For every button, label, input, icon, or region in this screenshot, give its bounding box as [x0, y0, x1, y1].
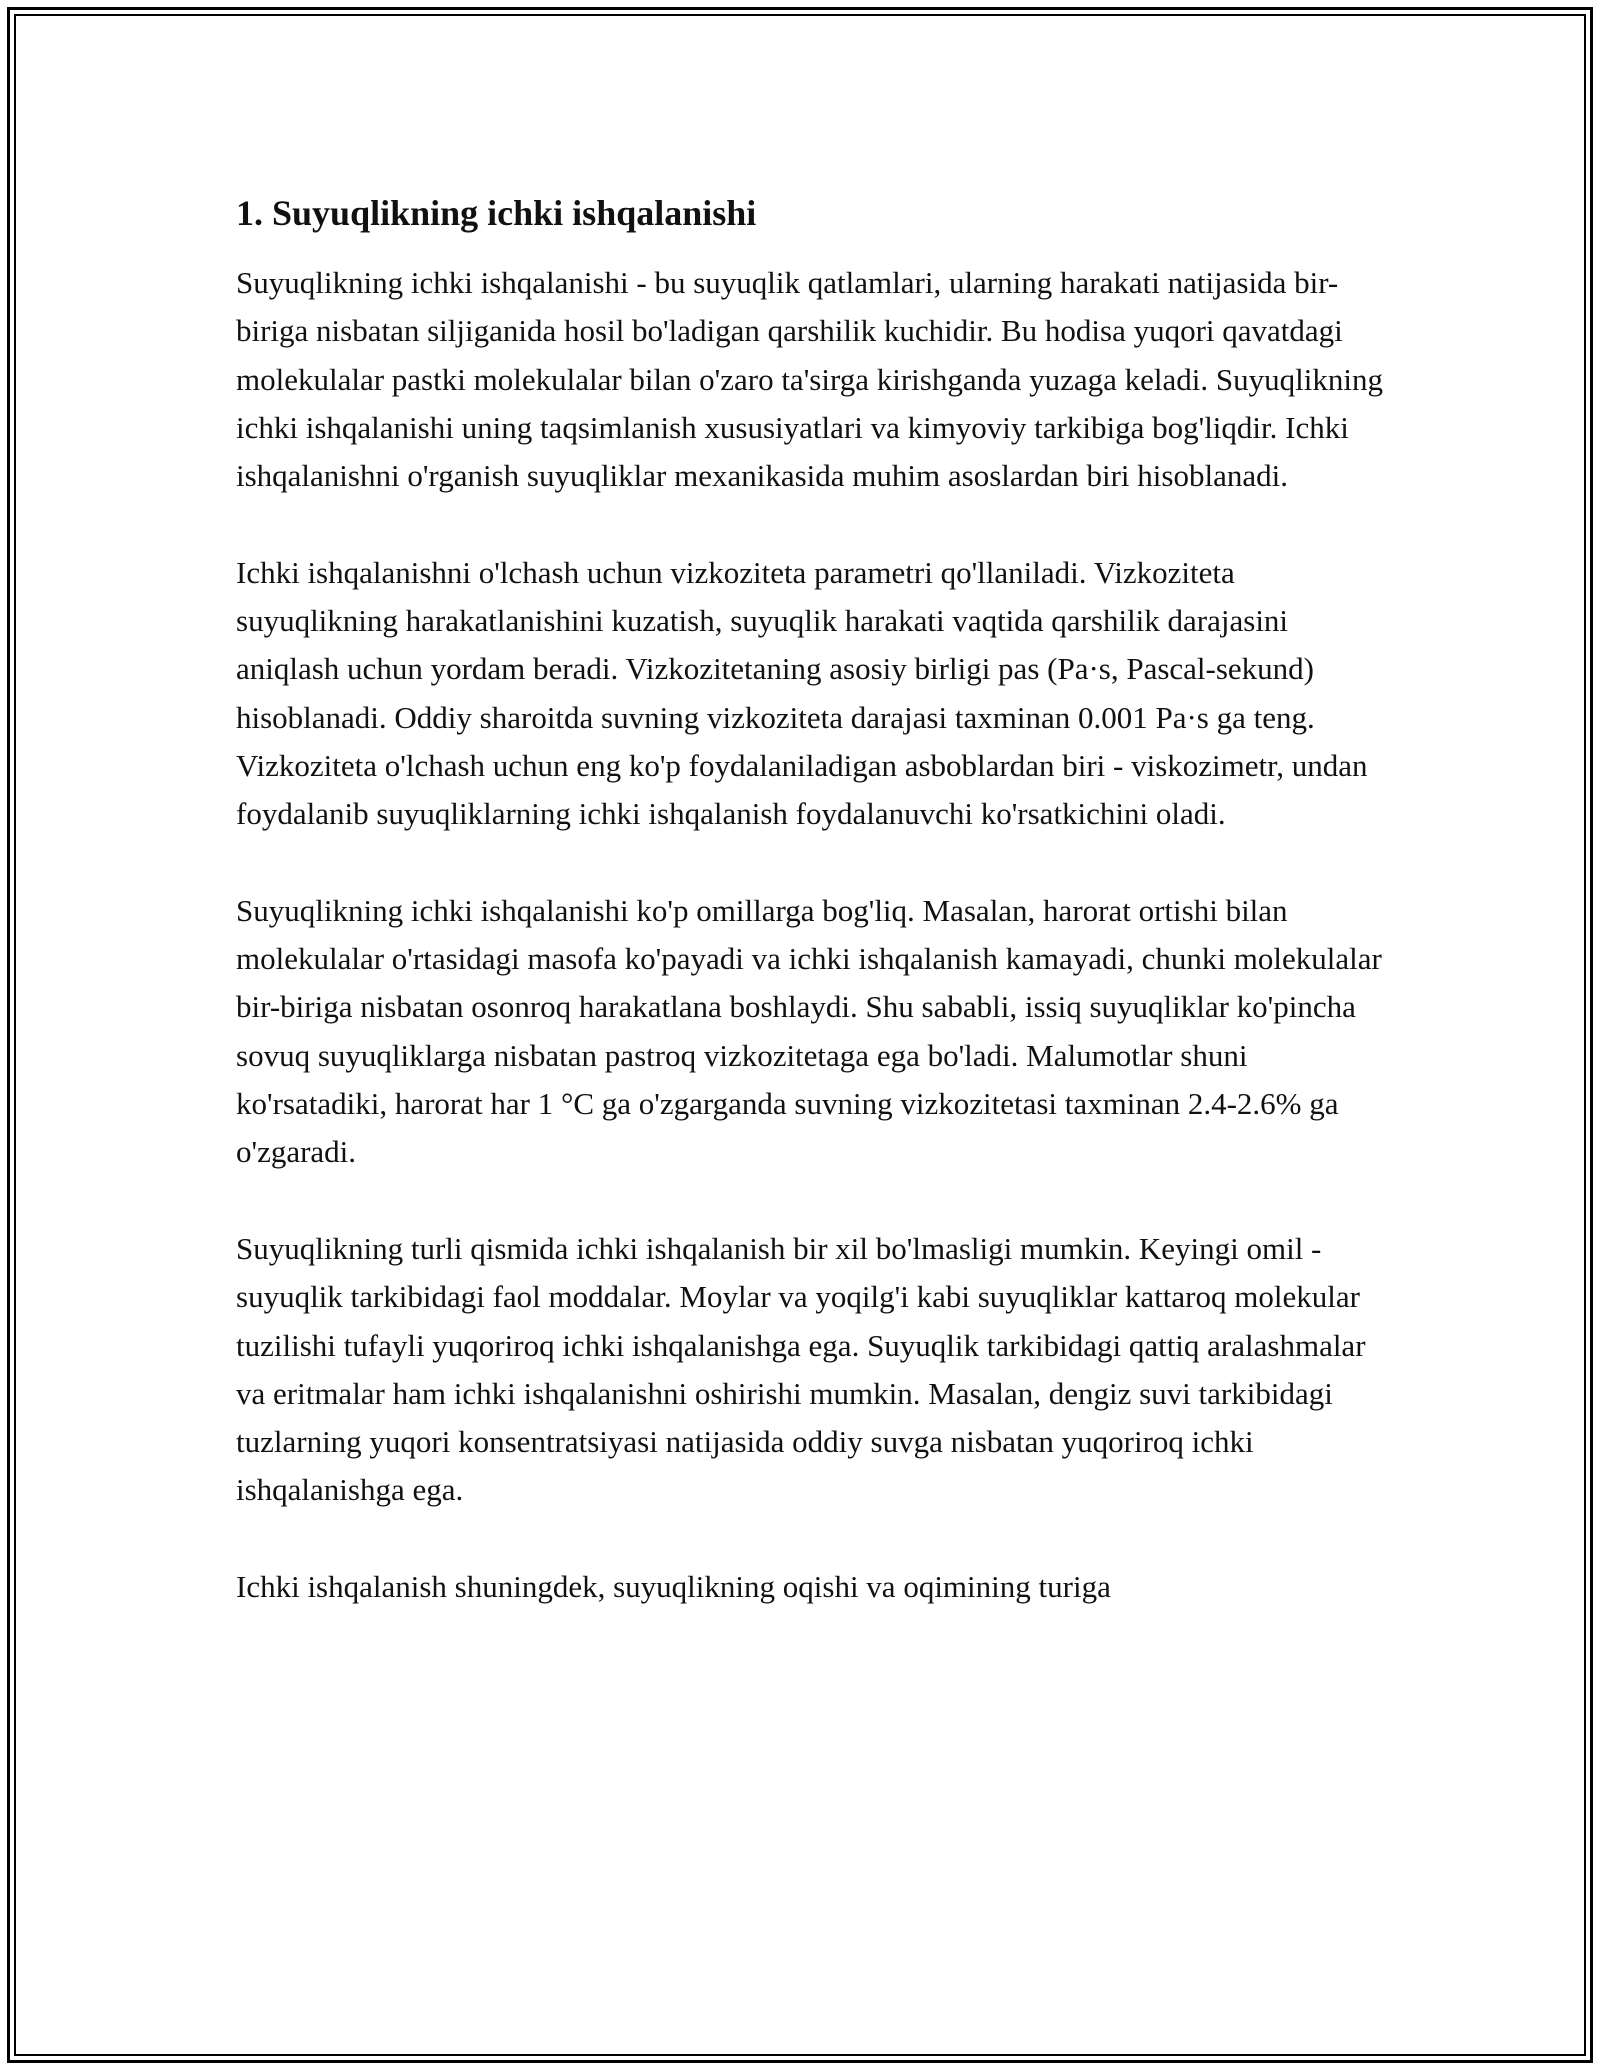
- paragraph-1: Suyuqlikning ichki ishqalanishi - bu suyuqlik qatlamlari, ularning harakati natijasida bir-biriga nisbatan siljiganida hosil bo'ladigan qarshilik kuchidir. Bu hodisa yuqori qavatdagi molekulalar pastki molekulalar bilan o'zaro ta'sirga kirishganda yuzaga keladi. Suyuqlikning ichki ishqalanishi uning taqsimlanish xususiyatlari va kimyoviy tarkibiga bog'liqdir. Ichki ishqalanishni o'rganish suyuqliklar mexanikasida muhim asoslardan biri hisoblanadi.: [236, 265, 1383, 494]
- paragraph-2: Ichki ishqalanishni o'lchash uchun vizkoziteta parametri qo'llaniladi. Vizkoziteta suyuqlikning harakatlanishini kuzatish, suyuqlik harakati vaqtida qarshilik darajasini aniqlash uchun yordam beradi. Vizkozitetaning asosiy birligi pas (Pa·s, Pascal-sekund) hisoblanadi. Oddiy sharoitda suvning vizkoziteta darajasi taxminan 0.001 Pa·s ga teng. Vizkoziteta o'lchash uchun eng ko'p foydalaniladigan asboblardan biri - viskozimetr, undan foydalanib suyuqliklarning ichki ishqalanish foydalanuvchi ko'rsatkichini oladi.: [236, 554, 1368, 832]
- paragraph-5: Ichki ishqalanish shuningdek, suyuqlikning oqishi va oqimining turiga: [236, 1569, 1111, 1605]
- document-body: [236, 185, 1396, 1660]
- paragraph-3: Suyuqlikning ichki ishqalanishi ko'p omillarga bog'liq. Masalan, harorat ortishi bilan molekulalar o'rtasidagi masofa ko'payadi va ichki ishqalanish kamayadi, chunki molekulalar bir-biriga nisbatan osonroq harakatlana boshlaydi. Shu sababli, issiq suyuqliklar ko'pincha sovuq suyuqliklarga nisbatan pastroq vizkozitetaga ega bo'ladi. Malumotlar shuni ko'rsatadiki, harorat har 1 °C ga o'zgarganda suvning vizkozitetasi taxminan 2.4-2.6% ga o'zgaradi.: [236, 892, 1382, 1170]
- section-heading: 1. Suyuqlikning ichki ishqalanishi: [236, 193, 757, 233]
- paragraph-4: Suyuqlikning turli qismida ichki ishqalanish bir xil bo'lmasligi mumkin. Keyingi omil - suyuqlik tarkibidagi faol moddalar. Moylar va yoqilg'i kabi suyuqliklar kattaroq molekular tuzilishi tufayli yuqoriroq ichki ishqalanishga ega. Suyuqlik tarkibidagi qattiq aralashmalar va eritmalar ham ichki ishqalanishni oshirishi mumkin. Masalan, dengiz suvi tarkibidagi tuzlarning yuqori konsentratsiyasi natijasida oddiy suvga nisbatan yuqoriroq ichki ishqalanishga ega.: [236, 1230, 1366, 1508]
